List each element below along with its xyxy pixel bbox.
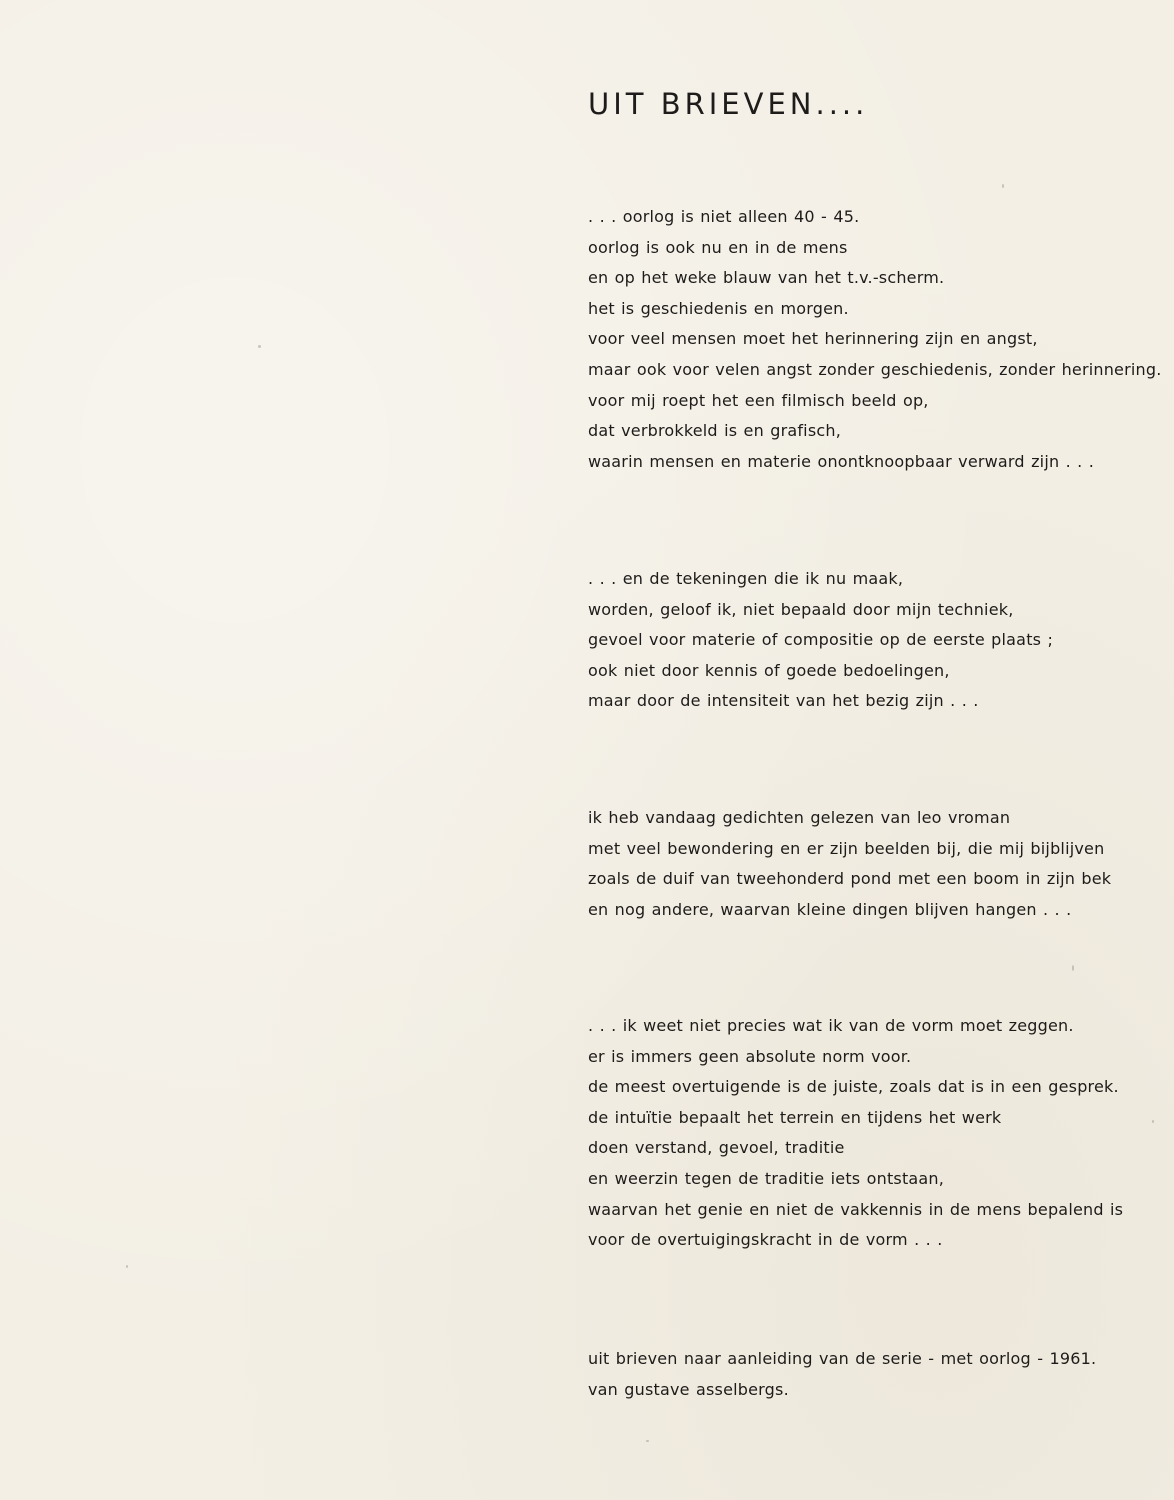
text-line: dat verbrokkeld is en grafisch, [588,421,841,441]
text-line: de meest overtuigende is de juiste, zoals dat is in een gesprek. [588,1077,1119,1097]
text-line: het is geschiedenis en morgen. [588,298,849,318]
text-line: er is immers geen absolute norm voor. [588,1046,912,1066]
text-line: . . . oorlog is niet alleen 40 - 45. [588,207,860,226]
letter-excerpt-2 [588,564,1174,717]
text-line: waarin mensen en materie onontknoopbaar verward zijn . . . [588,451,1095,471]
text-line: voor mij roept het een filmisch beeld op, [588,390,929,410]
text-line: en op het weke blauw van het t.v.-scherm. [588,268,945,288]
colophon [588,1344,1174,1405]
paper-speck [126,1265,128,1268]
text-line: voor veel mensen moet het herinnering zijn en angst, [588,329,1038,349]
text-line: zoals de duif van tweehonderd pond met een boom in zijn bek [588,869,1112,889]
text-line: maar door de intensiteit van het bezig zijn . . . [588,691,979,711]
text-line: . . . ik weet niet precies wat ik van de vorm moet zeggen. [588,1016,1074,1035]
text-line: oorlog is ook nu en in de mens [588,237,848,257]
text-line: ook niet door kennis of goede bedoelingen, [588,660,950,680]
letter-excerpt-1 [588,202,1174,477]
text-line: . . . en de tekeningen die ik nu maak, [588,569,904,588]
paper-speck [1072,965,1074,971]
text-line: maar ook voor velen angst zonder geschiedenis, zonder herinnering. [588,359,1162,379]
document-title: UIT BRIEVEN.... [588,87,869,121]
text-line: worden, geloof ik, niet bepaald door mijn techniek, [588,599,1014,619]
text-line: de intuïtie bepaalt het terrein en tijdens het werk [588,1107,1002,1127]
paper-speck [258,345,261,348]
paper-speck [646,1440,649,1442]
colophon-line: uit brieven naar aanleiding van de serie - met oorlog - 1961. [588,1349,1097,1368]
text-line: met veel bewondering en er zijn beelden bij, die mij bijblijven [588,838,1105,858]
text-line: en nog andere, waarvan kleine dingen blijven hangen . . . [588,899,1072,919]
text-line: waarvan het genie en niet de vakkennis in de mens bepalend is [588,1199,1124,1219]
letter-excerpt-3 [588,803,1174,925]
text-line: ik heb vandaag gedichten gelezen van leo vroman [588,808,1011,827]
colophon-line: van gustave asselbergs. [588,1379,789,1399]
text-line: doen verstand, gevoel, traditie [588,1138,845,1158]
text-line: en weerzin tegen de traditie iets ontstaan, [588,1168,945,1188]
paper-speck [1152,1120,1154,1123]
letter-excerpt-4 [588,1011,1174,1256]
paper-speck [1002,184,1004,188]
text-line: voor de overtuigingskracht in de vorm . . . [588,1230,943,1250]
text-line: gevoel voor materie of compositie op de eerste plaats ; [588,630,1054,650]
